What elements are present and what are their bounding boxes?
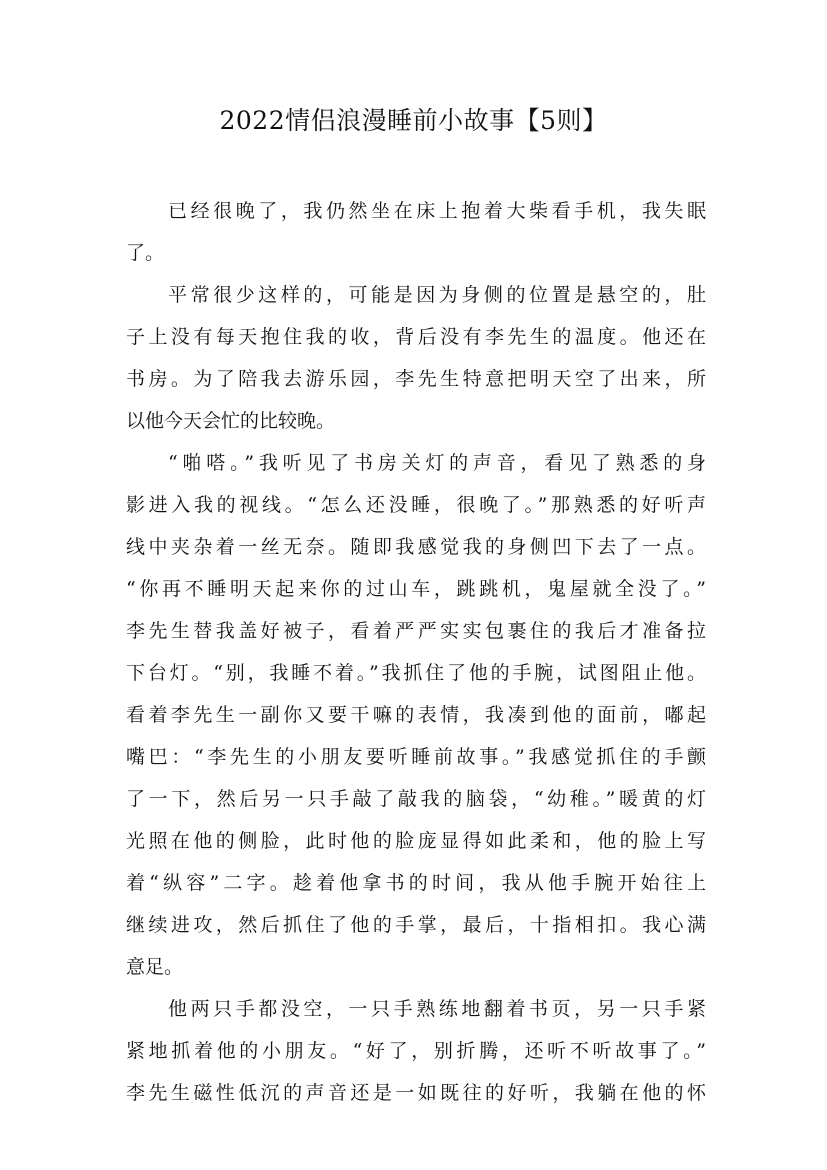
paragraph-line: “你再不睡明天起来你的过山车，跳跳机，鬼屋就全没了。” [126, 578, 706, 600]
paragraph-line: 以他今天会忙的比较晚。 [126, 410, 336, 432]
paragraph-line: 着“纵容”二字。趁着他拿书的时间，我从他手腕开始往上 [126, 872, 706, 894]
document-title: 2022情侣浪漫睡前小故事【5则】 [219, 106, 608, 135]
paragraph-line: 他两只手都没空，一只手熟练地翻着书页，另一只手紧 [168, 998, 706, 1020]
paragraph-line: 看着李先生一副你又要干嘛的表情，我凑到他的面前，嘟起 [126, 704, 706, 726]
paragraph-line: 继续进攻，然后抓住了他的手掌，最后，十指相扣。我心满 [126, 914, 706, 936]
paragraph-line: 书房。为了陪我去游乐园，李先生特意把明天空了出来，所 [126, 368, 706, 390]
paragraph-line: 了。 [126, 242, 165, 264]
paragraph-line: 李先生替我盖好被子，看着严严实实包裹住的我后才准备拉 [126, 620, 706, 642]
paragraph-line: 嘴巴：“李先生的小朋友要听睡前故事。”我感觉抓住的手颤 [126, 746, 706, 768]
paragraph-line: 意足。 [126, 956, 184, 978]
document-body [126, 190, 706, 1114]
paragraph-line: 平常很少这样的，可能是因为身侧的位置是悬空的，肚 [168, 284, 706, 306]
paragraph-line: 下台灯。“别，我睡不着。”我抓住了他的手腕，试图阻止他。 [126, 662, 706, 684]
paragraph-line: “啪嗒。”我听见了书房关灯的声音，看见了熟悉的身 [168, 452, 706, 474]
paragraph-line: 紧地抓着他的小朋友。“好了，别折腾，还听不听故事了。” [126, 1040, 706, 1062]
paragraph-line: 影进入我的视线。“怎么还没睡，很晚了。”那熟悉的好听声 [126, 494, 706, 516]
paragraph-line: 子上没有每天抱住我的收，背后没有李先生的温度。他还在 [126, 326, 706, 348]
paragraph-line: 已经很晚了，我仍然坐在床上抱着大柴看手机，我失眠 [168, 200, 706, 222]
paragraph-line: 线中夹杂着一丝无奈。随即我感觉我的身侧凹下去了一点。 [126, 536, 706, 558]
paragraph-line: 光照在他的侧脸，此时他的脸庞显得如此柔和，他的脸上写 [126, 830, 706, 852]
paragraph-line: 了一下，然后另一只手敲了敲我的脑袋，“幼稚。”暖黄的灯 [126, 788, 706, 810]
paragraph-line: 李先生磁性低沉的声音还是一如既往的好听，我躺在他的怀 [126, 1082, 706, 1104]
